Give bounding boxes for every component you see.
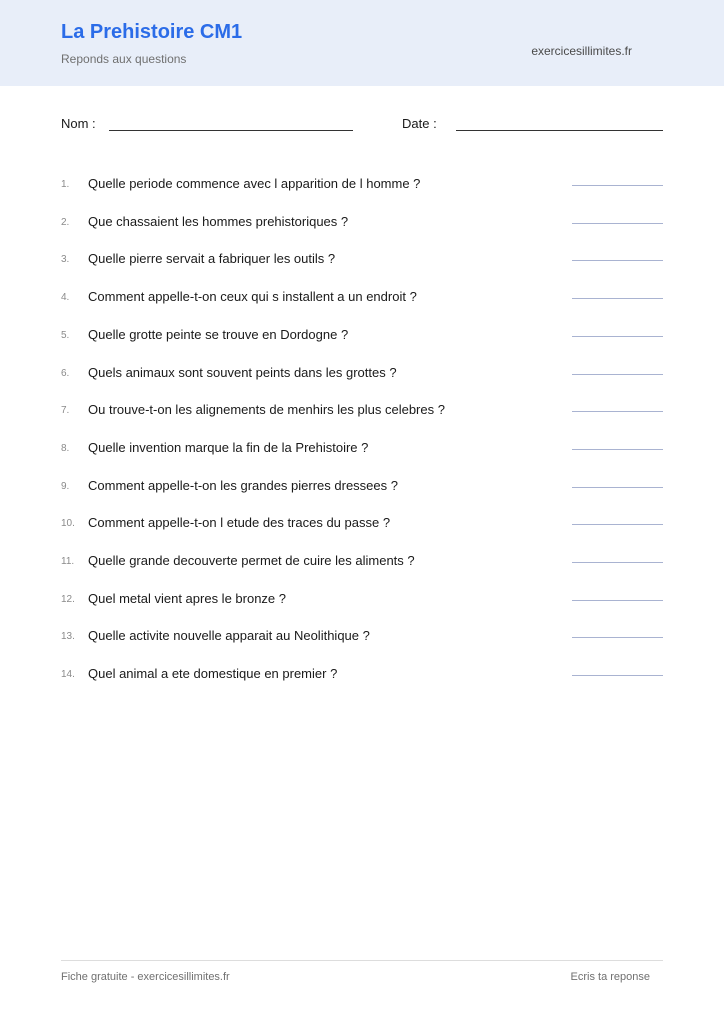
question-item: [0, 476, 724, 500]
question-item: [0, 664, 724, 688]
answer-line[interactable]: [572, 185, 663, 186]
question-item: [0, 212, 724, 236]
question-item: [0, 513, 724, 537]
answer-line[interactable]: [572, 637, 663, 638]
date-label: Date :: [402, 116, 437, 131]
answer-line[interactable]: [572, 562, 663, 563]
question-number: 11.: [61, 556, 75, 567]
worksheet-title: La Prehistoire CM1: [61, 21, 243, 43]
page-header: [0, 0, 724, 86]
answer-line[interactable]: [572, 600, 663, 601]
question-number: 4.: [61, 292, 70, 304]
question-number: 8.: [61, 442, 70, 454]
question-item: [0, 174, 724, 198]
answer-line[interactable]: [572, 411, 663, 412]
answer-line[interactable]: [572, 449, 663, 450]
question-item: [0, 626, 724, 650]
question-text: Quels animaux sont souvent peints dans les grottes ?: [88, 364, 397, 380]
question-item: [0, 287, 724, 311]
worksheet-subtitle: Reponds aux questions: [61, 52, 187, 66]
footer-credit: Fiche gratuite - exercicesillimites.fr: [61, 971, 230, 983]
footer-instruction: Ecris ta reponse: [570, 971, 650, 983]
question-text: Quelle grotte peinte se trouve en Dordogne ?: [88, 326, 349, 342]
question-item: [0, 363, 724, 387]
footer-divider: [61, 960, 663, 961]
answer-line[interactable]: [572, 223, 663, 224]
site-name: exercicesillimites.fr: [531, 44, 632, 58]
question-number: 13.: [61, 631, 75, 643]
question-text: Comment appelle-t-on les grandes pierres dressees ?: [88, 477, 398, 493]
question-text: Quel metal vient apres le bronze ?: [88, 590, 286, 606]
question-text: Quelle activite nouvelle apparait au Neolithique ?: [88, 628, 370, 644]
question-text: Comment appelle-t-on ceux qui s installent a un endroit ?: [88, 289, 417, 305]
question-text: Quelle pierre servait a fabriquer les outils ?: [88, 251, 336, 267]
question-number: 7.: [61, 405, 70, 417]
answer-line[interactable]: [572, 487, 663, 488]
question-number: 6.: [61, 367, 70, 379]
question-text: Quelle periode commence avec l apparition de l homme ?: [88, 176, 421, 191]
answer-line[interactable]: [572, 524, 663, 525]
question-text: Que chassaient les hommes prehistoriques ?: [88, 213, 349, 229]
question-item: [0, 400, 724, 424]
question-item: [0, 551, 724, 575]
question-item: [0, 589, 724, 613]
answer-line[interactable]: [572, 675, 663, 676]
question-number: 14.: [61, 669, 75, 681]
question-number: 10.: [61, 518, 75, 530]
question-text: Comment appelle-t-on l etude des traces du passe ?: [88, 515, 391, 531]
date-field[interactable]: [456, 130, 663, 131]
question-item: [0, 249, 724, 273]
question-item: [0, 438, 724, 462]
question-text: Quel animal a ete domestique en premier ?: [88, 666, 338, 682]
question-text: Quelle invention marque la fin de la Prehistoire ?: [88, 439, 369, 455]
answer-line[interactable]: [572, 298, 663, 299]
question-number: 12.: [61, 593, 75, 605]
answer-line[interactable]: [572, 260, 663, 261]
answer-line[interactable]: [572, 374, 663, 375]
question-number: 9.: [61, 480, 70, 492]
question-text: Ou trouve-t-on les alignements de menhirs les plus celebres ?: [88, 402, 445, 418]
name-label: Nom :: [61, 116, 96, 131]
answer-line[interactable]: [572, 336, 663, 337]
question-number: 1.: [61, 179, 70, 190]
question-item: [0, 325, 724, 349]
question-number: 3.: [61, 254, 70, 266]
name-field[interactable]: [109, 130, 353, 131]
question-number: 2.: [61, 216, 70, 228]
question-number: 5.: [61, 329, 70, 341]
question-text: Quelle grande decouverte permet de cuire les aliments ?: [88, 553, 415, 568]
